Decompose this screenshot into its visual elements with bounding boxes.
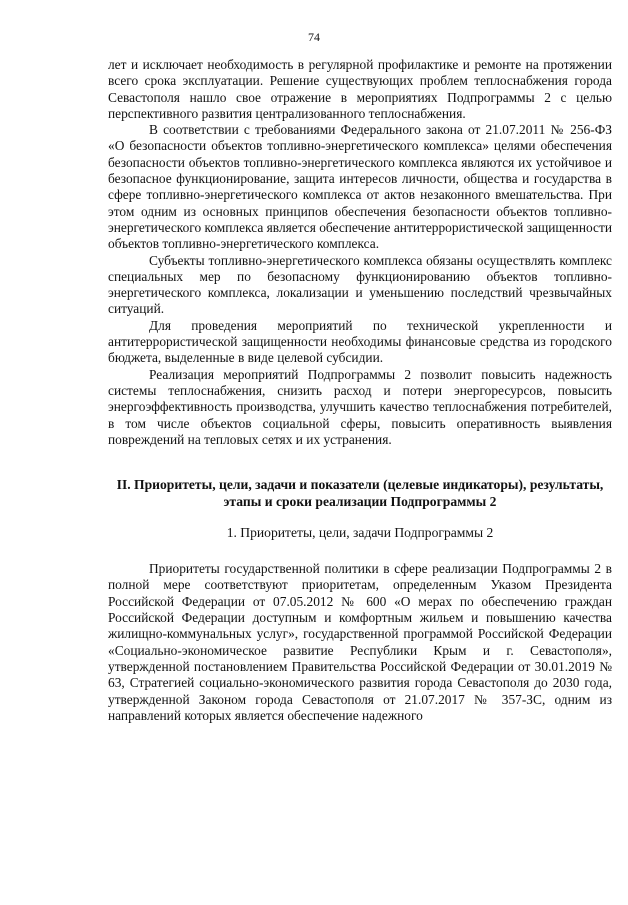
paragraph-federal-law: В соответствии с требованиями Федерального закона от 21.07.2011 № 256-ФЗ «О безопасности объектов топливно-энергетического комплекса» целями обеспечения безопасности объектов топливно-энергетического комплекса являются их устойчивое и безопасное функционирование, защита интересов личности, общества и государства в сфере топливно-энергетического комплекса от актов незаконного вмешательства. При этом одним из основных принципов обеспечения безопасности объектов топливно-энергетического комплекса является обеспечение антитеррористической защищенности объектов топливно-энергетического комплекса. [108,122,612,252]
paragraph-priorities: Приоритеты государственной политики в сфере реализации Подпрограммы 2 в полной мере соответствуют приоритетам, определенным Указом Президента Российской Федерации от 07.05.2012 № 600 «О мерах по обеспечению граждан Российской Федерации доступным и комфортным жильем и повышению качества жилищно-коммунальных услуг», государственной программой Российской Федерации «Социально-экономическое развитие Республики Крым и г. Севастополя», утвержденной постановлением Правительства Российской Федерации от 30.01.2019 № 63, Стратегией социально-экономического развития города Севастополя до 2030 года, утвержденной Законом города Севастополя от 21.07.2017 № 357-ЗС, одним из направлений которых является обеспечение надежного [108,561,612,723]
document-body [108,57,612,724]
subsection-heading: 1. Приоритеты, цели, задачи Подпрограммы 2 [226,525,494,541]
spacer [108,541,612,561]
paragraph-subjects: Субъекты топливно-энергетического комплекса обязаны осуществлять комплекс специальных мер по безопасному функционированию объектов топливно-энергетического комплекса, локализации и уменьшению последствий чрезвычайных ситуаций. [108,252,612,317]
paragraph-implementation: Реализация мероприятий Подпрограммы 2 позволит повысить надежность системы теплоснабжения, снизить расход и потери энергоресурсов, повысить энергоэффективность производства, улучшить качество теплоснабжения потребителей, в том числе объектов социальной сферы, повысить оперативность выявления повреждений на тепловых сетях и их устранения. [108,366,612,447]
paragraph-continuation: лет и исключает необходимость в регулярной профилактике и ремонте на протяжении всего срока эксплуатации. Решение существующих проблем теплоснабжения города Севастополя нашло свое отражение в мероприятиях Подпрограммы 2 с целью перспективного развития централизованного теплоснабжения. [108,57,612,121]
page-number: 74 [308,30,320,44]
section-heading: II. Приоритеты, цели, задачи и показатели (целевые индикаторы), результаты, этапы и сроки реализации Подпрограммы 2 [116,477,604,510]
paragraph-funding: Для проведения мероприятий по технической укрепленности и антитеррористической защищенности необходимы финансовые средства из городского бюджета, выделенные в виде целевой субсидии. [108,317,612,366]
